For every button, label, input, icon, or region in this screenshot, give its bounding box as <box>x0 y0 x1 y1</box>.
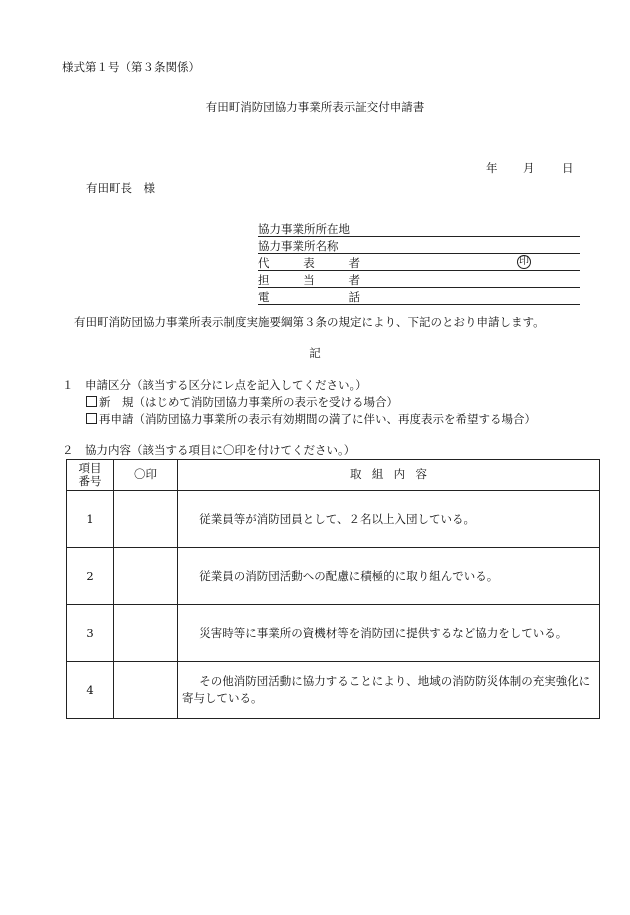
addressee: 有田町長 様 <box>86 181 155 195</box>
reapply-checkbox[interactable] <box>86 413 97 424</box>
contact-person-label: 担 当 者 <box>258 273 360 287</box>
row-content: 従業員の消防団活動への配慮に積極的に取り組んでいる。 <box>178 548 600 605</box>
option-new-label: 新 規 <box>99 395 134 409</box>
application-statement: 有田町消防団協力事業所表示制度実施要綱第３条の規定により、下記のとおり申請します。 <box>74 315 545 329</box>
date-year-label: 年 <box>486 161 498 175</box>
seal-mark: 印 <box>519 256 529 267</box>
row-number: 3 <box>67 605 114 662</box>
mark-cell[interactable] <box>114 491 178 548</box>
section1-heading: １ 申請区分（該当する区分にレ点を記入してください。） <box>62 378 367 392</box>
row-content: 災害時等に事業所の資機材等を消防団に提供するなど協力をしている。 <box>178 605 600 662</box>
section2-heading: ２ 協力内容（該当する項目に〇印を付けてください。） <box>62 443 356 457</box>
date-day-label: 日 <box>562 161 574 175</box>
option-reapply-label: 再申請 <box>99 412 134 426</box>
document-title: 有田町消防団協力事業所表示証交付申請書 <box>205 100 425 114</box>
date-month-label: 月 <box>523 161 535 175</box>
mark-cell[interactable] <box>114 548 178 605</box>
phone-label: 電 話 <box>258 290 360 304</box>
table-row <box>67 605 600 662</box>
name-field-row <box>258 237 580 254</box>
company-name-label: 協力事業所名称 <box>258 239 339 253</box>
cooperation-table <box>66 459 600 719</box>
mark-cell[interactable] <box>114 605 178 662</box>
mark-header: 〇印 <box>114 460 178 491</box>
row-number: 4 <box>67 662 114 719</box>
table-row <box>67 548 600 605</box>
table-row <box>67 662 600 719</box>
item-number-header: 項目 番号 <box>67 460 114 491</box>
representative-field-row <box>258 254 580 271</box>
address-field-row <box>258 220 580 237</box>
mark-cell[interactable] <box>114 662 178 719</box>
option-new <box>86 396 398 410</box>
representative-label: 代 表 者 <box>258 256 360 270</box>
option-new-description: （はじめて消防団協力事業所の表示を受ける場合） <box>133 395 398 409</box>
new-checkbox[interactable] <box>86 396 97 407</box>
row-content: 従業員等が消防団員として、２名以上入団している。 <box>178 491 600 548</box>
row-number: 1 <box>67 491 114 548</box>
form-number: 様式第１号（第３条関係） <box>62 60 200 74</box>
row-content: その他消防団活動に協力することにより、地域の消防防災体制の充実強化に寄与している。 <box>178 662 600 719</box>
option-reapply <box>86 413 536 427</box>
table-header-row <box>67 460 600 491</box>
contact-person-field-row <box>258 271 580 288</box>
content-header: 取組内容 <box>178 460 600 491</box>
applicant-fields <box>258 220 580 305</box>
row-number: 2 <box>67 548 114 605</box>
address-label: 協力事業所所在地 <box>258 222 350 236</box>
table-row <box>67 491 600 548</box>
phone-field-row <box>258 288 580 305</box>
option-reapply-description: （消防団協力事業所の表示有効期間の満了に伴い、再度表示を希望する場合） <box>133 412 536 426</box>
record-mark: 記 <box>309 346 321 360</box>
